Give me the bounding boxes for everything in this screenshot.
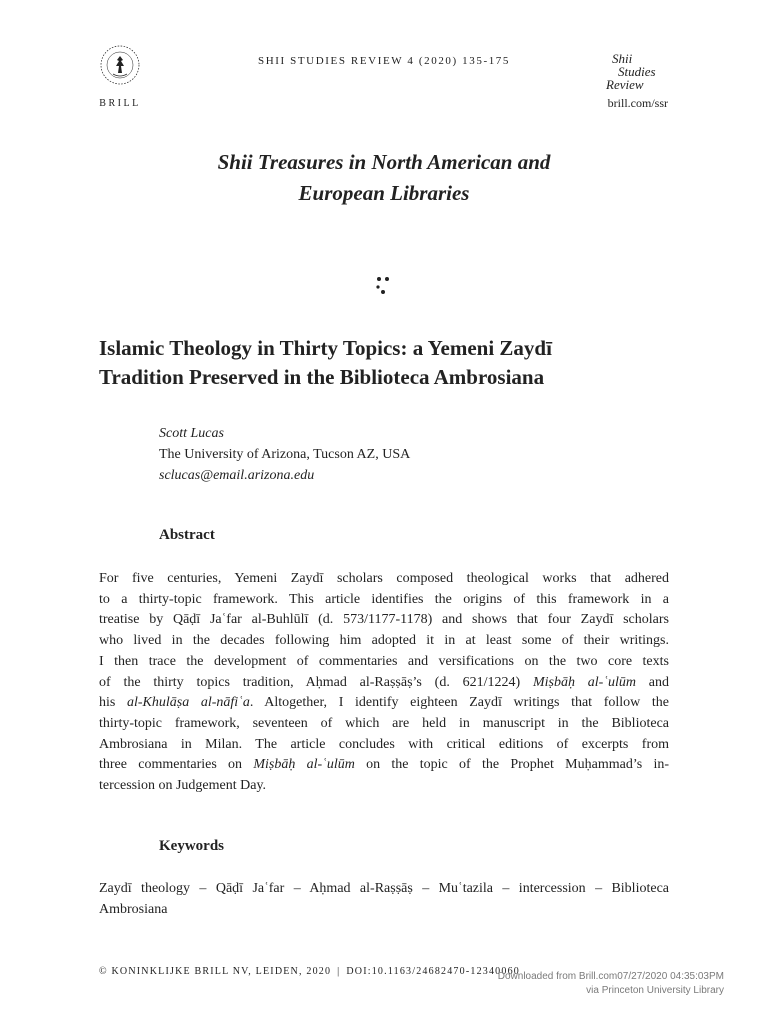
abstract-line: Ambrosiana in Milan. The article concludes with critical editions of excerpts from: [99, 736, 669, 752]
abstract-line: [99, 693, 669, 714]
journal-logo: [604, 52, 674, 92]
abstract-text: three commentaries on: [99, 757, 243, 773]
abstract-line: who lived in the decades following him adopted it in at least some of their writings.: [99, 633, 669, 649]
article-title: [99, 334, 679, 392]
section-title: [0, 147, 768, 209]
journal-url-link[interactable]: brill.com/ssr: [607, 96, 668, 110]
abstract-line: to a thirty-topic framework. This article identifies the origins of this framework in a: [99, 591, 669, 607]
journal-logo-line2: Studies: [618, 64, 656, 79]
author-block: [159, 423, 410, 486]
abstract-line: I then trace the development of commentaries and versifications on the two core texts: [99, 653, 669, 669]
keywords-heading: Keywords: [159, 838, 224, 854]
keywords-line: Ambrosiana: [99, 902, 168, 917]
abstract-text: his: [99, 695, 116, 711]
abstract-text: and: [648, 674, 670, 690]
ornament-dots-icon: [371, 272, 395, 296]
section-title-line1: Shii Treasures in North American and: [217, 150, 551, 174]
publisher-name: BRILL: [99, 98, 141, 109]
copyright-text: © KONINKLIJKE BRILL NV, LEIDEN, 2020: [99, 966, 332, 977]
abstract-work-title: Miṣbāḥ al-ʿulūm: [253, 757, 355, 773]
keywords-line: Zaydī theology – Qāḍī Jaʿfar – Aḥmad al-Raṣṣāṣ – Muʿtazila – intercession – Biblioteca: [99, 881, 669, 896]
author-affiliation: The University of Arizona, Tucson AZ, USA: [159, 447, 411, 462]
journal-logo-line1: Shii: [612, 51, 633, 66]
author-name: Scott Lucas: [159, 426, 224, 441]
abstract-text: on the topic of the Prophet Muḥammad’s in-: [366, 757, 670, 773]
section-title-line2: European Libraries: [298, 181, 470, 205]
abstract-line: For five centuries, Yemeni Zaydī scholars composed theological works that adhered: [99, 571, 669, 586]
abstract-work-title: al-Khulāṣa al-nāfiʿa: [127, 695, 250, 711]
article-title-line1: Islamic Theology in Thirty Topics: a Yemeni Zaydī: [99, 336, 552, 360]
article-title-line2: Tradition Preserved in the Biblioteca Ambrosiana: [99, 365, 545, 389]
footer-copyright: [99, 966, 520, 977]
abstract-line: thirty-topic framework, seventeen of which are held in manuscript in the Biblioteca: [99, 715, 669, 731]
abstract-line: tercession on Judgement Day.: [99, 778, 267, 794]
download-watermark: [498, 970, 724, 998]
running-head: SHII STUDIES REVIEW 4 (2020) 135-175: [257, 55, 511, 67]
download-note-line2: via Princeton University Library: [586, 985, 724, 996]
download-note-line1: Downloaded from Brill.com07/27/2020 04:35:03PM: [497, 971, 724, 982]
keywords-body: [99, 878, 669, 920]
journal-logo-line3: Review: [606, 77, 644, 92]
abstract-work-title: Miṣbāḥ al-ʿulūm: [532, 674, 636, 690]
author-email[interactable]: sclucas@email.arizona.edu: [159, 468, 315, 483]
abstract-text: . Altogether, I identify eighteen Zaydī writings that follow the: [249, 695, 670, 711]
abstract-line: treatise by Qāḍī Jaʿfar al-Buhlūlī (d. 573/1177-1178) and shows that four Zaydī scholars: [99, 612, 669, 628]
abstract-line: [99, 673, 669, 694]
doi-link[interactable]: DOI:10.1163/24682470-12340060: [346, 966, 520, 977]
abstract-body: [99, 569, 669, 797]
abstract-heading: Abstract: [159, 527, 215, 543]
abstract-line: [99, 755, 669, 776]
footer-separator: |: [337, 966, 341, 977]
abstract-text: of the thirty topics tradition, Aḥmad al-Raṣṣāṣ’s (d. 621/1224): [99, 674, 521, 690]
